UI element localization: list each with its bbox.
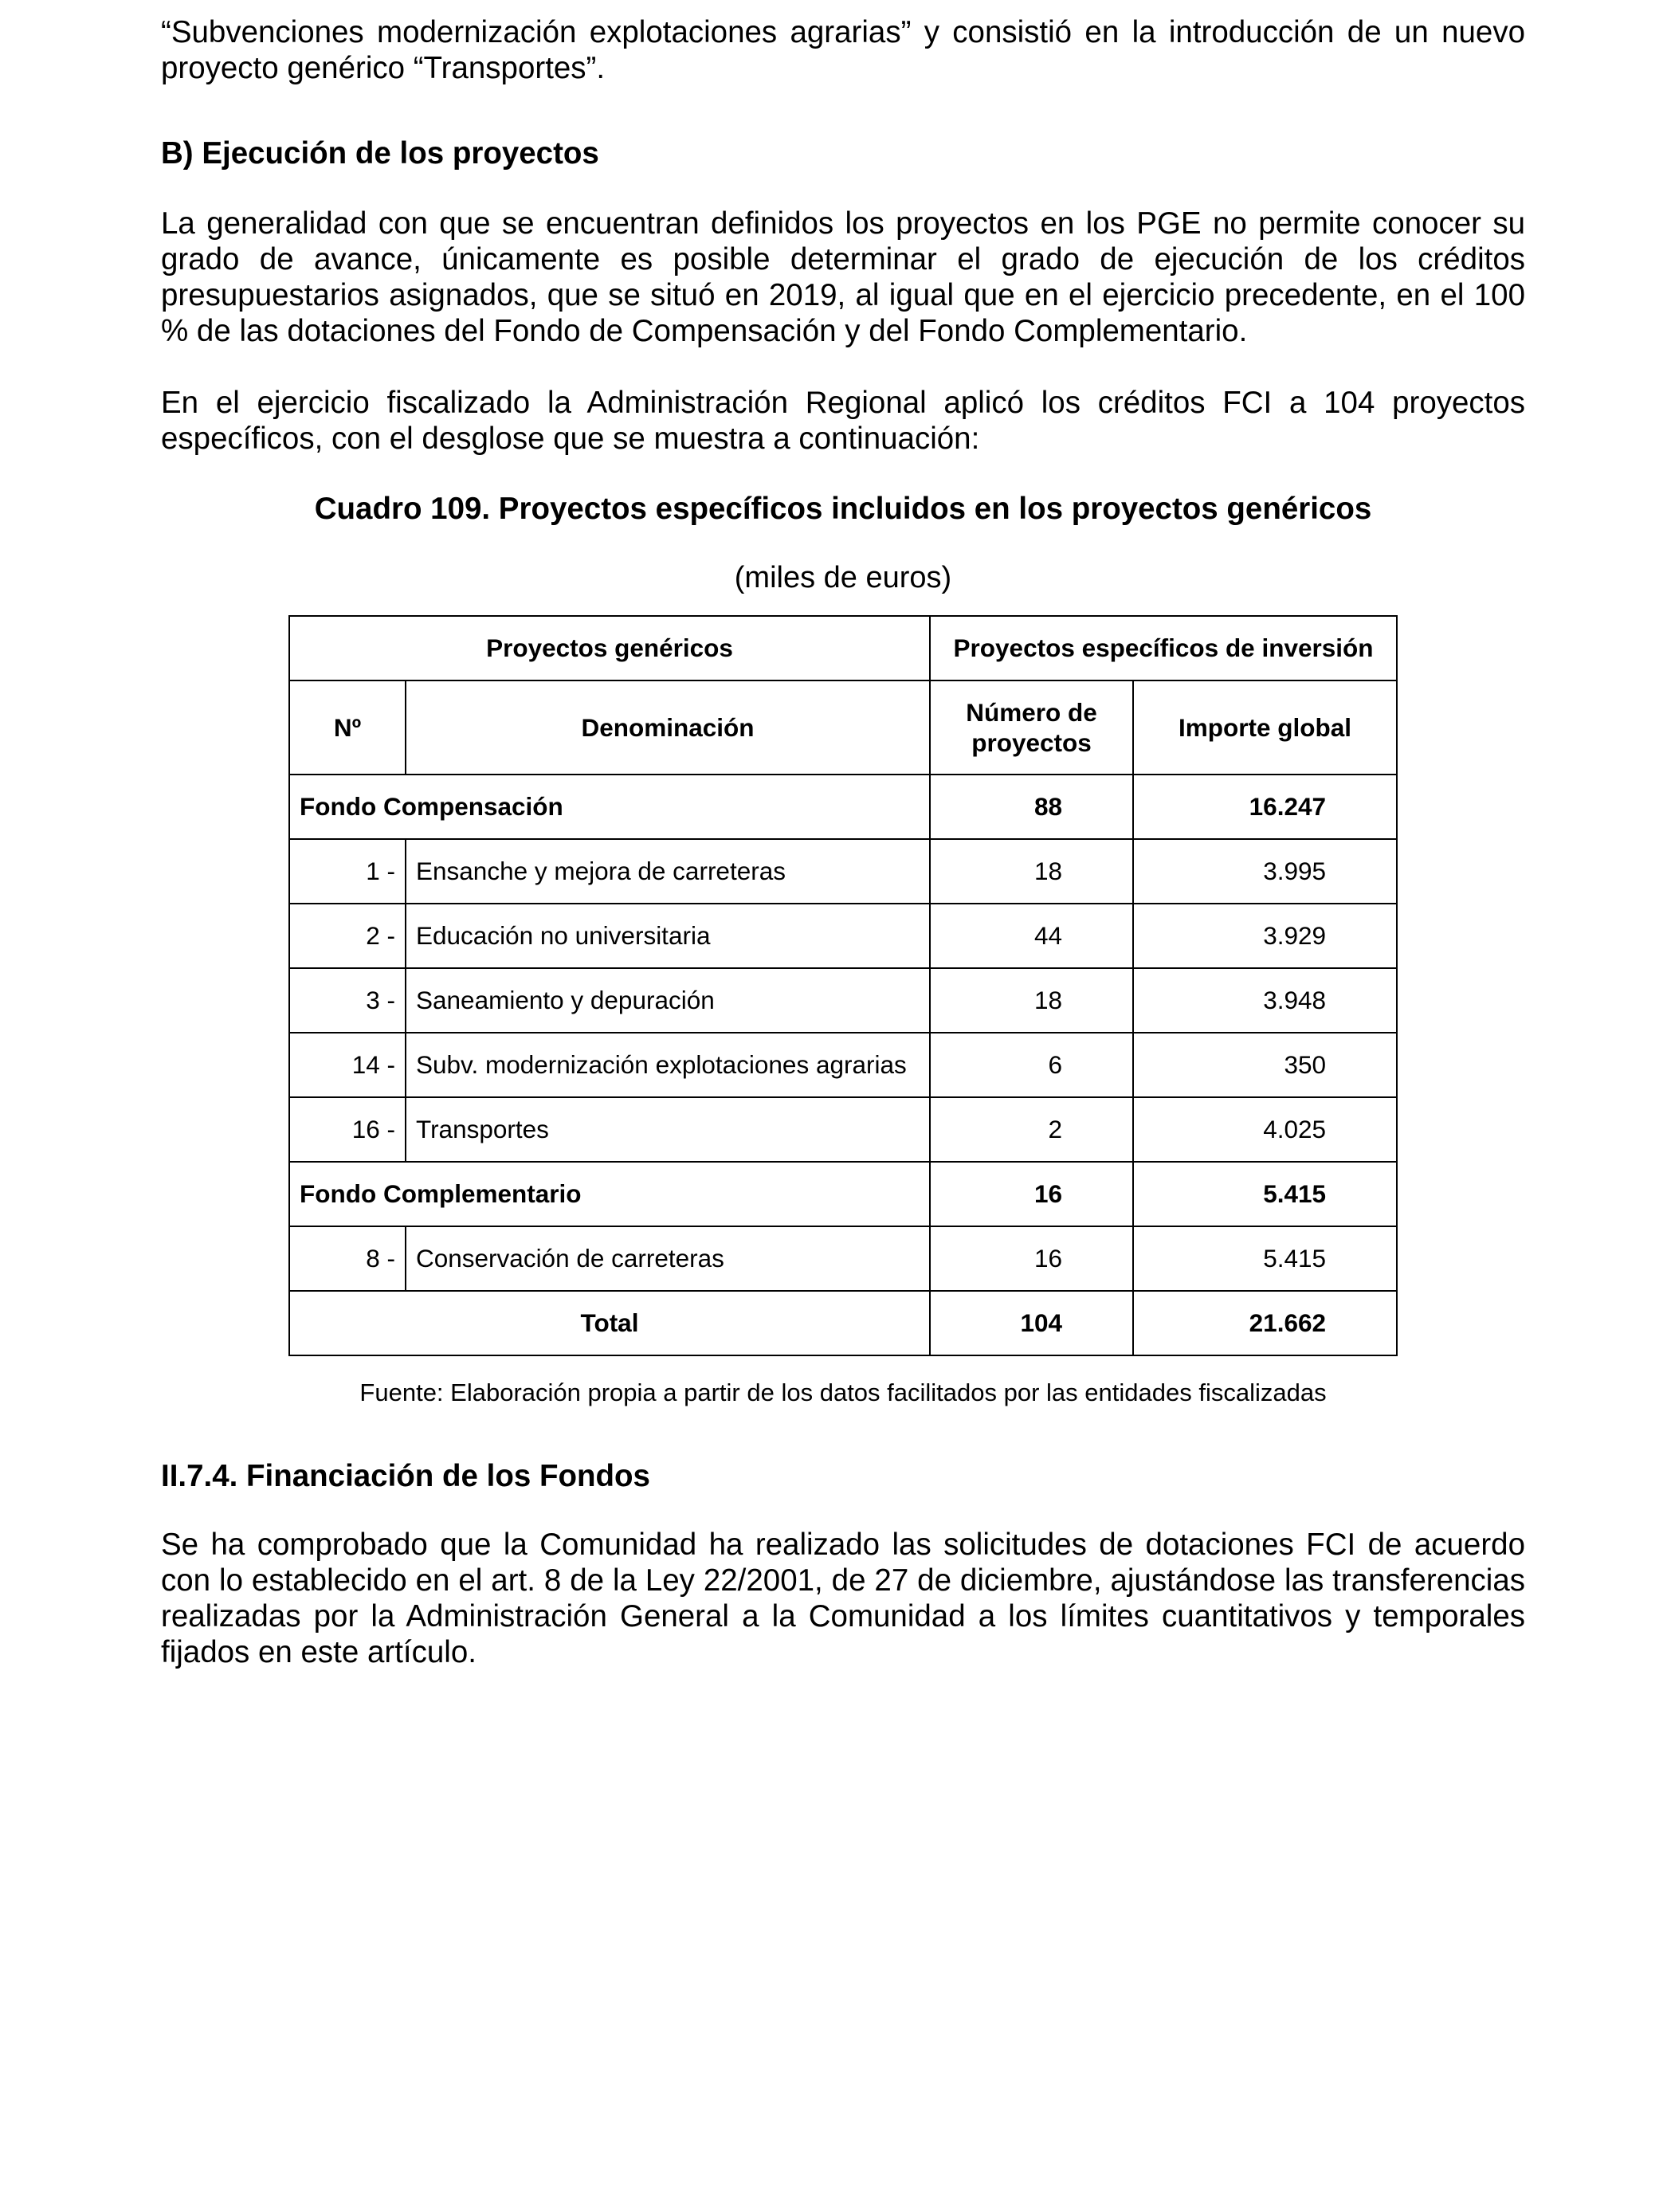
fondo-compensacion-label: Fondo Compensación — [289, 775, 930, 839]
header-importe-global: Importe global — [1133, 680, 1397, 775]
row-name: Transportes — [406, 1097, 930, 1162]
row-amount: 3.929 — [1133, 904, 1397, 968]
section-b-paragraph-1: La generalidad con que se encuentran definidos los proyectos en los PGE no permite conocer su grado de avance, únicamente es posible determinar el grado de ejecución de los créditos presupuestarios asignados, que se situó en 2019, al igual que en el ejercicio precedente, en el 100 % de las dotaciones del Fondo de Compensación y del Fondo Complementario. — [161, 206, 1525, 348]
header-proyectos-genericos: Proyectos genéricos — [289, 616, 930, 680]
table-caption: Cuadro 109. Proyectos específicos incluidos en los proyectos genéricos — [314, 492, 1372, 526]
row-name: Subv. modernización explotaciones agrarias — [406, 1033, 930, 1097]
row-name: Conservación de carreteras — [406, 1226, 930, 1291]
row-amount: 3.995 — [1133, 839, 1397, 904]
fondo-complementario-count: 16 — [930, 1162, 1133, 1226]
row-count: 44 — [930, 904, 1133, 968]
total-count: 104 — [930, 1291, 1133, 1355]
row-no: 1 - — [289, 839, 406, 904]
header-no: Nº — [289, 680, 406, 775]
row-no: 2 - — [289, 904, 406, 968]
intro-paragraph: “Subvenciones modernización explotaciones agrarias” y consistió en la introducción de un nuevo proyecto genérico “Transportes”. — [161, 15, 1525, 85]
section-b-paragraph-2: En el ejercicio fiscalizado la Administración Regional aplicó los créditos FCI a 104 proyectos específicos, con el desglose que se muestra a continuación: — [161, 386, 1525, 456]
total-label: Total — [289, 1291, 930, 1355]
row-name: Saneamiento y depuración — [406, 968, 930, 1033]
header-denominacion: Denominación — [406, 680, 930, 775]
row-amount: 3.948 — [1133, 968, 1397, 1033]
fondo-complementario-amount: 5.415 — [1133, 1162, 1397, 1226]
row-amount: 350 — [1133, 1033, 1397, 1097]
table-row — [289, 1097, 1397, 1162]
table-row — [289, 839, 1397, 904]
fondo-compensacion-amount: 16.247 — [1133, 775, 1397, 839]
header-proyectos-especificos: Proyectos específicos de inversión — [930, 616, 1397, 680]
table-column-header-row — [289, 680, 1397, 775]
row-no: 3 - — [289, 968, 406, 1033]
fondo-complementario-label: Fondo Complementario — [289, 1162, 930, 1226]
row-name: Ensanche y mejora de carreteras — [406, 839, 930, 904]
total-amount: 21.662 — [1133, 1291, 1397, 1355]
table-row — [289, 1033, 1397, 1097]
fondo-compensacion-row — [289, 775, 1397, 839]
row-count: 2 — [930, 1097, 1133, 1162]
row-count: 6 — [930, 1033, 1133, 1097]
section-b-heading: B) Ejecución de los proyectos — [161, 136, 599, 171]
row-count: 18 — [930, 968, 1133, 1033]
projects-table — [288, 615, 1398, 1356]
row-name: Educación no universitaria — [406, 904, 930, 968]
table-source-note: Fuente: Elaboración propia a partir de los datos facilitados por las entidades fiscalizadas — [359, 1379, 1327, 1406]
table-row — [289, 904, 1397, 968]
table-row — [289, 968, 1397, 1033]
row-no: 14 - — [289, 1033, 406, 1097]
table-group-header-row — [289, 616, 1397, 680]
row-amount: 5.415 — [1133, 1226, 1397, 1291]
total-row — [289, 1291, 1397, 1355]
row-count: 18 — [930, 839, 1133, 904]
fondo-compensacion-count: 88 — [930, 775, 1133, 839]
row-no: 16 - — [289, 1097, 406, 1162]
header-numero-proyectos: Número de proyectos — [930, 680, 1133, 775]
table-row — [289, 1226, 1397, 1291]
row-amount: 4.025 — [1133, 1097, 1397, 1162]
fondo-complementario-row — [289, 1162, 1397, 1226]
section-ii74-paragraph: Se ha comprobado que la Comunidad ha realizado las solicitudes de dotaciones FCI de acuerdo con lo establecido en el art. 8 de la Ley 22/2001, de 27 de diciembre, ajustándose las transferencias realizadas por la Administración General a la Comunidad a los límites cuantitativos y temporales fijados en este artículo. — [161, 1528, 1525, 1669]
row-no: 8 - — [289, 1226, 406, 1291]
table-unit: (miles de euros) — [734, 561, 952, 594]
row-count: 16 — [930, 1226, 1133, 1291]
section-ii74-heading: II.7.4. Financiación de los Fondos — [161, 1459, 650, 1493]
